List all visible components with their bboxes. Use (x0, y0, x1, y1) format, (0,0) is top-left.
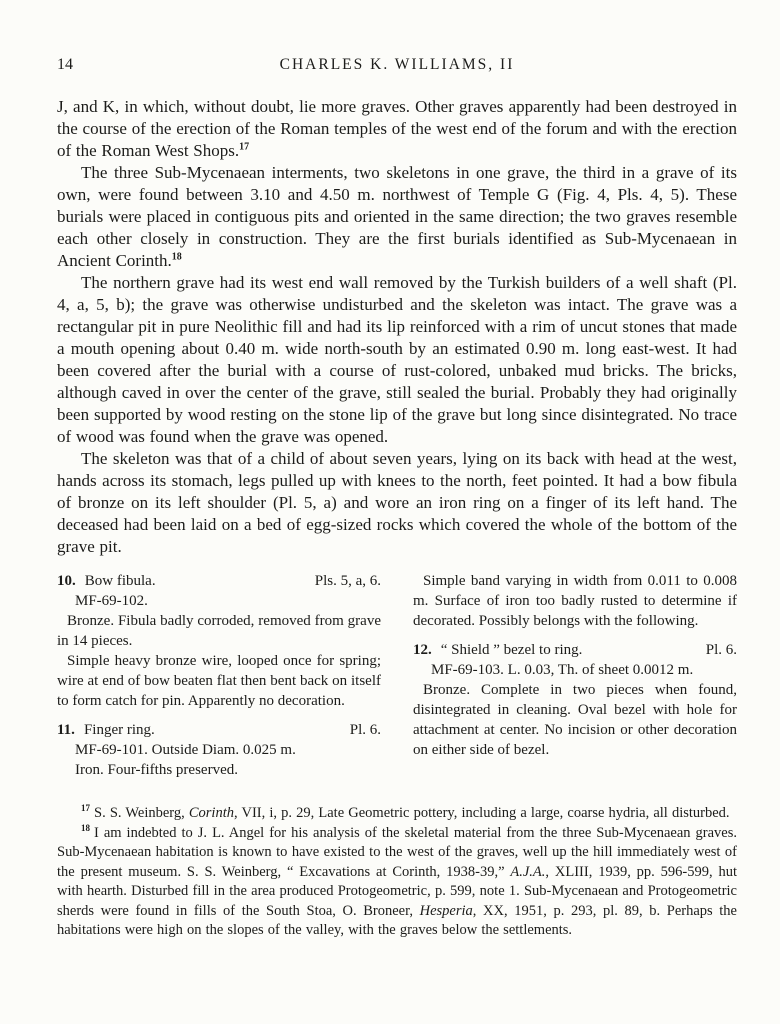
entry-plate-ref: Pl. 6. (349, 722, 381, 738)
footnote-ref-17: 17 (239, 141, 250, 153)
body-paragraph-2 (57, 162, 737, 272)
entry-plate-ref: Pl. 6. (705, 642, 737, 658)
footnote-citation-title: Corinth (188, 805, 234, 821)
catalog-entry-12-heading (413, 640, 737, 660)
catalog-entry-10-heading (57, 571, 381, 591)
entry-10-inventory: MF-69-102. (75, 593, 148, 609)
paragraph-text: The three Sub-Mycenaean interments, two skeletons in one grave, the third in a grave of its own, were found between 3.10 and 4.50 m. northwest of Temple G (Fig. 4, Pls. 4, 5). These burials were placed in contiguous pits and oriented in the same direction; the two graves resemble each other closely in construction. They are the first burials identified as Sub-Mycenaean in Ancient Corinth. (57, 163, 737, 270)
entry-12-inventory: MF-69-103. L. 0.03, Th. of sheet 0.0012 m. (431, 662, 694, 678)
entry-number: 12. (413, 642, 432, 658)
footnote-17 (57, 804, 737, 824)
page-number: 14 (57, 56, 73, 73)
footnote-marker: 17 (81, 803, 90, 814)
catalog-right-column (413, 571, 737, 780)
page-header (57, 56, 737, 74)
footnote-18 (57, 824, 737, 941)
footnote-ref-18: 18 (171, 251, 182, 263)
running-title: CHARLES K. WILLIAMS, II (279, 56, 515, 73)
body-paragraph-4 (57, 448, 737, 558)
footnote-text: , XLIII, 1939, pp. 596-599, hut with hearth. Disturbed fill in the area produced Protogeometric, p. 599, note 1. Sub-Mycenaean and Protogeometric sherds were found in fills of the South Stoa, O. Broneer, (57, 863, 737, 919)
entry-number: 11. (57, 722, 75, 738)
entry-plate-ref: Pls. 5, a, 6. (314, 573, 381, 589)
entry-title: Bow fibula. (84, 573, 156, 589)
entry-10-description: Simple heavy bronze wire, looped once for spring; wire at end of bow beaten flat then bent back on itself to form catch for pin. Apparently no decoration. (57, 653, 381, 709)
footnote-text: S. S. Weinberg, (94, 805, 189, 821)
entry-11-description: Simple band varying in width from 0.011 to 0.008 m. Surface of iron too badly rusted to determine if decorated. Possibly belongs with the following. (413, 573, 737, 629)
footnote-text: , XX, 1951, p. 293, pl. 89, b. Perhaps the habitations were high on the slopes of the valley, with the graves below the settlements. (57, 902, 737, 938)
footnote-marker: 18 (81, 822, 90, 833)
entry-11-condition: Iron. Four-fifths preserved. (75, 762, 238, 778)
catalog-section (57, 571, 737, 780)
body-paragraph-1 (57, 96, 737, 162)
paragraph-text: The northern grave had its west end wall removed by the Turkish builders of a well shaft (Pl. 4, a, 5, b); the grave was otherwise undisturbed and the skeleton was intact. The grave was a rectangular pit in pure Neolithic fill and had its lip reinforced with a rim of uncut stones that made a mouth opening about 0.40 m. wide north-south by an estimated 0.90 m. long east-west. It had been covered after the burial with a course of rust-colored, unbaked mud bricks. The bricks, although caved in over the center of the grave, still sealed the burial. Probably they had originally been supported by wood resting on the stone lip of the grave but long since disintegrated. No trace of wood was found when the grave was opened. (57, 273, 737, 446)
footnote-text: I am indebted to J. L. Angel for his analysis of the skeletal material from the three Sub-Mycenaean graves. Sub-Mycenaean habitation is known to have existed to the west of the graves, well up the hill immediately west of the present museum. S. S. Weinberg, “ Excavations at Corinth, 1938-39,” (57, 824, 737, 880)
footnotes-section (57, 804, 737, 941)
catalog-left-column (57, 571, 381, 780)
entry-10-condition: Bronze. Fibula badly corroded, removed from grave in 14 pieces. (57, 613, 381, 649)
entry-12-description: Bronze. Complete in two pieces when found, disintegrated in cleaning. Oval bezel with hole for attachment at center. No incision or other decoration on either side of bezel. (413, 682, 737, 758)
paragraph-text: The skeleton was that of a child of about seven years, lying on its back with head at the west, hands across its stomach, legs pulled up with knees to the north, feet pointed. It had a bow fibula of bronze on its left shoulder (Pl. 5, a) and wore an iron ring on a finger of its left hand. The deceased had been laid on a bed of egg-sized rocks which covered the whole of the bottom of the grave pit. (57, 449, 737, 556)
footnote-citation-title: A.J.A. (510, 863, 546, 880)
entry-11-inventory: MF-69-101. Outside Diam. 0.025 m. (75, 742, 296, 758)
body-paragraph-3 (57, 272, 737, 448)
entry-title: Finger ring. (83, 722, 155, 738)
footnote-text: , VII, i, p. 29, Late Geometric pottery, including a large, coarse hydria, all disturbed. (233, 805, 730, 821)
catalog-entry-11-heading (57, 720, 381, 740)
paragraph-text: J, and K, in which, without doubt, lie more graves. Other graves apparently had been destroyed in the course of the erection of the Roman temples of the west end of the forum and with the erection of the Roman West Shops. (57, 97, 737, 160)
footnote-citation-title: Hesperia (419, 902, 473, 919)
entry-number: 10. (57, 573, 76, 589)
main-text-section (57, 96, 737, 558)
entry-title: “ Shield ” bezel to ring. (440, 642, 583, 658)
